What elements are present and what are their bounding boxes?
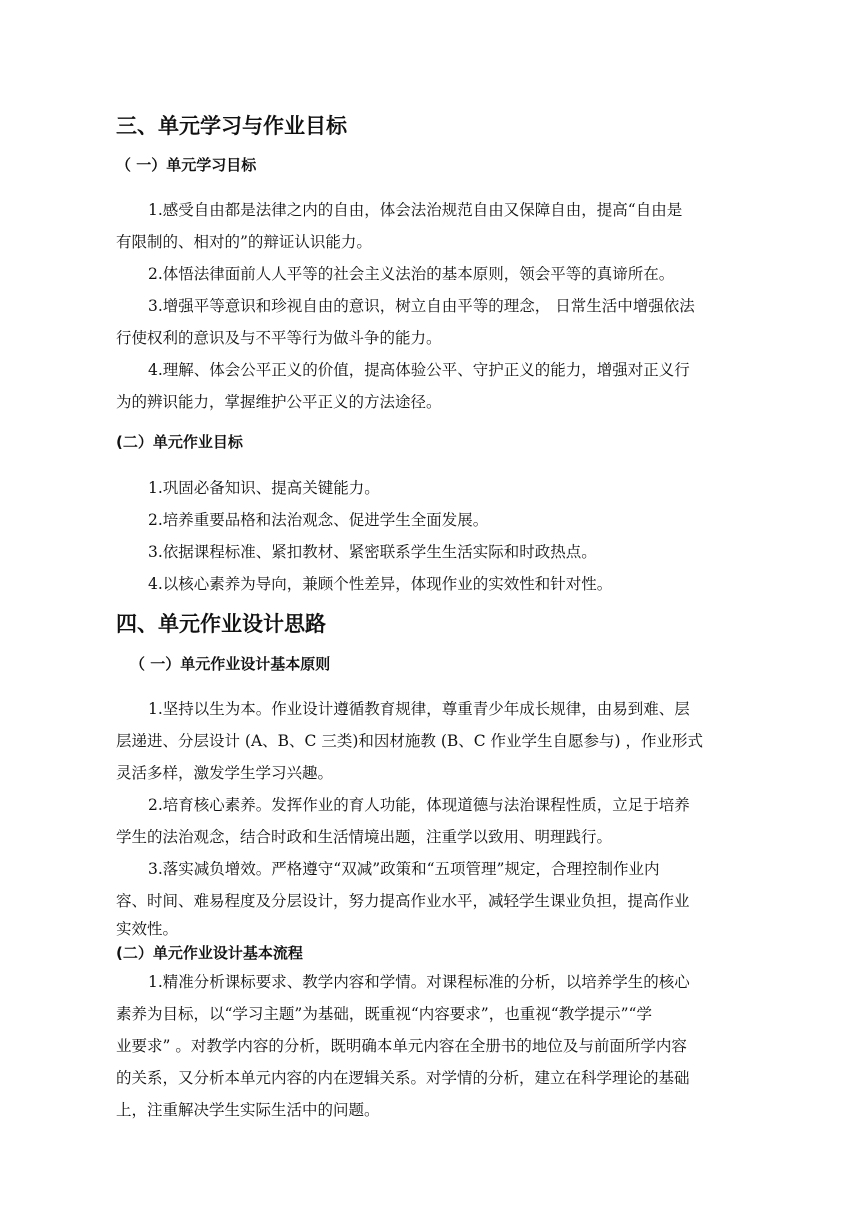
learning-goal-3-line-2: 行使权利的意识及与不平等行为做斗争的能力。	[116, 329, 442, 347]
process-1-line-3: 业要求” 。对教学内容的分析，既明确本单元内容在全册书的地位及与前面所学内容	[116, 1037, 687, 1055]
process-1-line-2: 素养为目标，以“学习主题”为基础，既重视“内容要求”，也重视“教学提示”“学	[116, 1005, 652, 1023]
learning-goal-1-line-2: 有限制的、相对的”的辩证认识能力。	[116, 233, 372, 251]
homework-goal-1: 1.巩固必备知识、提高关键能力。	[148, 479, 380, 497]
learning-goal-3-line-1: 3.增强平等意识和珍视自由的意识，树立自由平等的理念， 日常生活中增强依法	[148, 297, 695, 315]
homework-goal-2: 2.培养重要品格和法治观念、促进学生全面发展。	[148, 511, 489, 529]
principle-3-line-1: 3.落实减负增效。严格遵守“双减”政策和“五项管理”规定，合理控制作业内	[148, 860, 660, 878]
learning-goal-4-line-2: 为的辨识能力，掌握维护公平正义的方法途径。	[116, 393, 442, 411]
principle-1-line-3: 灵活多样，激发学生学习兴趣。	[116, 764, 334, 782]
section-3-heading: 三、单元学习与作业目标	[116, 114, 347, 138]
process-1-line-4: 的关系，又分析本单元内容的内在逻辑关系。对学情的分析，建立在科学理论的基础	[116, 1069, 690, 1087]
section-4-heading: 四、单元作业设计思路	[116, 612, 326, 636]
learning-goal-4-line-1: 4.理解、体会公平正义的价值，提高体验公平、守护正义的能力，增强对正义行	[148, 361, 690, 379]
learning-goal-1-line-1: 1.感受自由都是法律之内的自由，体会法治规范自由又保障自由，提高“自由是	[148, 201, 683, 219]
section-3-sub-2-heading: (二）单元作业目标	[116, 433, 243, 451]
section-4-sub-1-heading: （ 一）单元作业设计基本原则	[130, 655, 331, 673]
principle-2-line-2: 学生的法治观念，结合时政和生活情境出题，注重学以致用、明理践行。	[116, 828, 613, 846]
principle-3-line-3: 实效性。	[116, 920, 179, 938]
learning-goal-2-line-1: 2.体悟法律面前人人平等的社会主义法治的基本原则，领会平等的真谛所在。	[148, 265, 675, 283]
section-4-sub-2-heading: (二）单元作业设计基本流程	[116, 944, 303, 962]
homework-goal-4: 4.以核心素养为导向，兼顾个性差异，体现作业的实效性和针对性。	[148, 575, 613, 593]
homework-goal-3: 3.依据课程标准、紧扣教材、紧密联系学生生活实际和时政热点。	[148, 543, 597, 561]
principle-3-line-2: 容、时间、难易程度及分层设计，努力提高作业水平，减轻学生课业负担，提高作业	[116, 892, 690, 910]
section-3-sub-1-heading: （ 一）单元学习目标	[116, 156, 257, 174]
principle-1-line-2: 层递进、分层设计 (A、B、C 三类)和因材施教 (B、C 作业学生自愿参与) ，作业形式	[116, 732, 704, 750]
process-1-line-5: 上，注重解决学生实际生活中的问题。	[116, 1101, 380, 1119]
principle-2-line-1: 2.培育核心素养。发挥作业的育人功能，体现道德与法治课程性质，立足于培养	[148, 796, 690, 814]
process-1-line-1: 1.精准分析课标要求、教学内容和学情。对课程标准的分析，以培养学生的核心	[148, 973, 690, 991]
principle-1-line-1: 1.坚持以生为本。作业设计遵循教育规律，尊重青少年成长规律，由易到难、层	[148, 700, 690, 718]
